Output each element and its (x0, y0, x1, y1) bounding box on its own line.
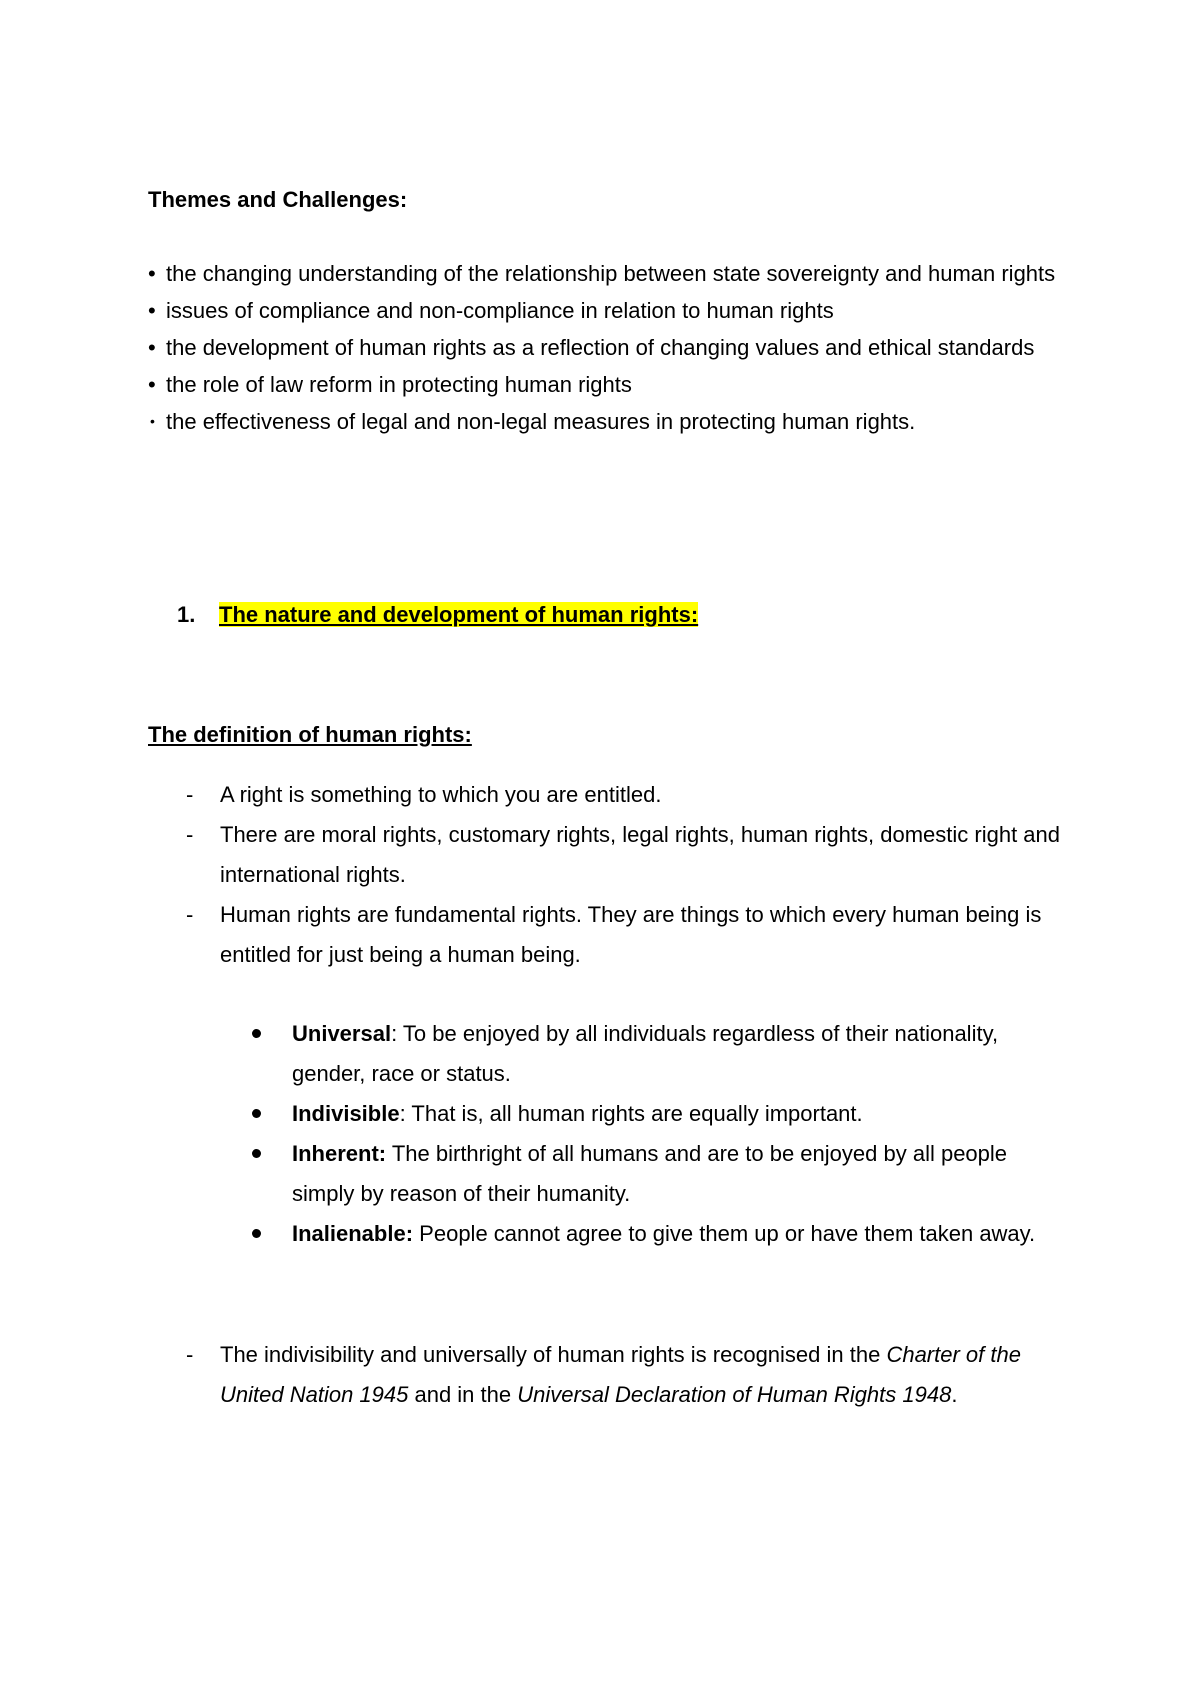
list-item (148, 292, 1062, 329)
list-item (220, 1014, 1060, 1094)
bullet-icon (252, 1029, 261, 1038)
properties-list (220, 1014, 1060, 1254)
point-text: A right is something to which you are entitled. (220, 782, 662, 807)
dash-icon: - (186, 902, 194, 927)
bullet-icon (252, 1229, 261, 1238)
bullet-icon: • (148, 261, 156, 286)
theme-text: the effectiveness of legal and non-legal measures in protecting human rights. (166, 409, 916, 434)
property-term: Inalienable: (292, 1221, 414, 1246)
dash-icon: - (186, 782, 194, 807)
list-item (148, 815, 1062, 895)
property-text: People cannot agree to give them up or have them taken away. (419, 1221, 1036, 1246)
themes-list (148, 255, 1062, 440)
theme-text: the role of law reform in protecting human rights (166, 372, 632, 397)
list-item (220, 1134, 1060, 1214)
theme-text: issues of compliance and non-compliance in relation to human rights (166, 298, 834, 323)
point-text: . (951, 1382, 958, 1407)
list-item (220, 1214, 1060, 1254)
recognition-point (148, 1335, 1062, 1415)
bullet-icon (252, 1149, 261, 1158)
point-text: The indivisibility and universally of human rights is recognised in the (220, 1342, 887, 1367)
list-item (148, 895, 1062, 975)
bullet-icon: • (150, 413, 155, 429)
list-item (148, 255, 1062, 292)
property-text: To be enjoyed by all individuals regardless of their nationality, gender, race or status. (292, 1021, 999, 1086)
property-separator: : (391, 1021, 403, 1046)
list-item (220, 1094, 1060, 1134)
bullet-icon: • (148, 372, 156, 397)
property-term: Indivisible (292, 1101, 400, 1126)
property-text: That is, all human rights are equally important. (411, 1101, 863, 1126)
definition-heading: The definition of human rights: (148, 722, 472, 747)
section-number: 1. (177, 602, 196, 627)
highlighted-section-title: The nature and development of human rights: (219, 602, 699, 627)
bullet-icon: • (148, 335, 156, 360)
dash-icon: - (186, 822, 194, 847)
list-item (148, 1335, 1062, 1415)
list-item (148, 366, 1062, 403)
charter-title: Charter of the United Nation 1945 (220, 1342, 1021, 1407)
property-text: The birthright of all humans and are to be enjoyed by all people simply by reason of their humanity. (292, 1141, 1008, 1206)
definition-points (148, 775, 1062, 975)
section-title (177, 600, 698, 630)
property-term: Inherent: (292, 1141, 387, 1166)
point-text: There are moral rights, customary rights, legal rights, human rights, domestic right and international rights. (220, 822, 1061, 887)
property-separator: : (399, 1101, 412, 1126)
point-text: Human rights are fundamental rights. They are things to which every human being is entitled for just being a human being. (220, 902, 1042, 967)
point-text: and in the (408, 1382, 518, 1407)
dash-icon: - (186, 1342, 194, 1367)
property-term: Universal (292, 1021, 392, 1046)
theme-text: the changing understanding of the relationship between state sovereignty and human rights (166, 261, 1056, 286)
themes-heading: Themes and Challenges: (148, 187, 408, 212)
list-item (148, 403, 1062, 440)
declaration-title: Universal Declaration of Human Rights 1948 (517, 1382, 952, 1407)
bullet-icon: • (148, 298, 156, 323)
theme-text: the development of human rights as a reflection of changing values and ethical standards (166, 335, 1035, 360)
bullet-icon (252, 1109, 261, 1118)
list-item (148, 775, 1062, 815)
list-item (148, 329, 1062, 366)
